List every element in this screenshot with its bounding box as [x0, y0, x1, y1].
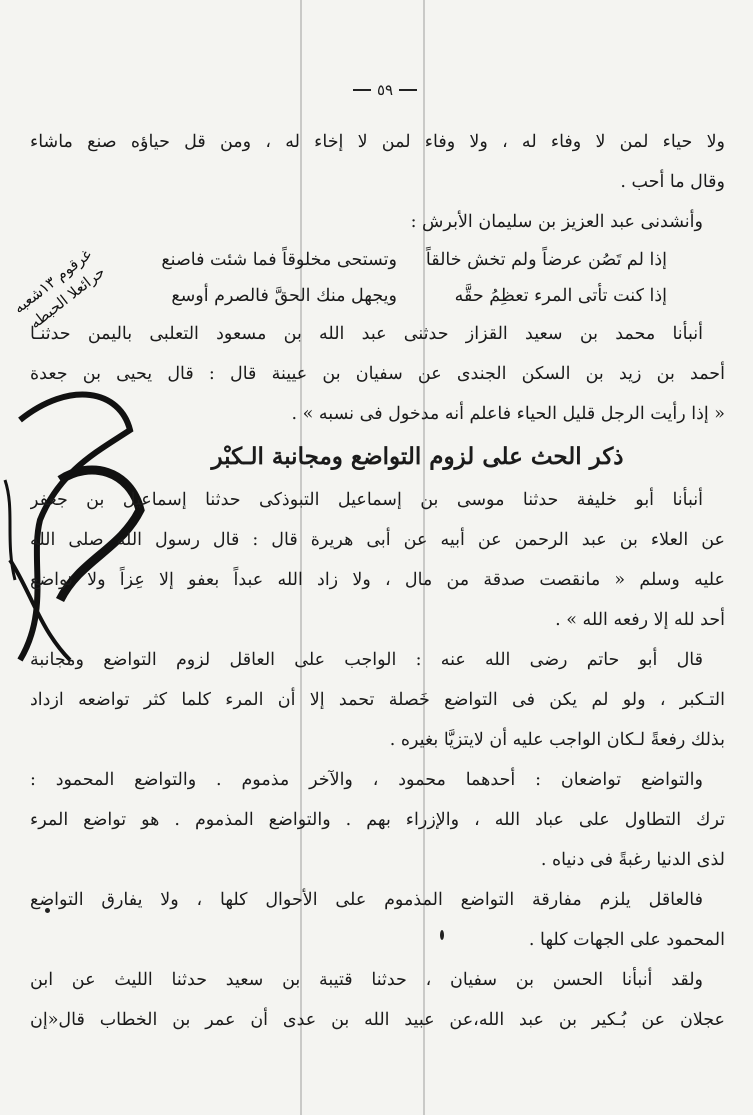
poem-verse: [30, 278, 725, 314]
poem-hemistich: ويجهل منك الحقَّ فالصرم أوسع: [171, 286, 397, 306]
text-line: فالعاقل يلزم مفارقة التواضع المذموم على الأحوال كلها ، ولا يفارق التواضع: [30, 890, 703, 910]
text-line: التـكبر ، ولو لم يكن فى التواضع خَصلة تحمد إلا أن المرء كلما كثر تواضعه ازداد: [30, 690, 725, 710]
section-heading: ذكر الحث على لزوم التواضع ومجانبة الـكبْر: [211, 443, 624, 470]
text-line: بذلك رفعةً لـكان الواجب عليه أن لايتزيَّا بغيره .: [389, 730, 725, 750]
page-text: [30, 122, 725, 1040]
text-line: عن العلاء بن عبد الرحمن عن أبيه عن أبى هريرة قال : قال رسول الله صلى الله: [30, 530, 725, 550]
text-line: « إذا رأيت الرجل قليل الحياء فاعلم أنه مدخول فى نسبه » .: [291, 404, 725, 424]
text-line: ترك التطاول على عباد الله ، والإزراء بهم . والتواضع المذموم . هو تواضع المرء: [30, 810, 725, 830]
text-line: لذى الدنيا رغبةً فى دنياه .: [540, 850, 725, 870]
text-line: المحمود على الجهات كلها .: [528, 930, 725, 950]
text-line: أحد لله إلا رفعه الله » .: [555, 610, 725, 630]
text-line: أنبأنا محمد بن سعيد القزاز حدثنى عبد الله بن مسعود التعلبى باليمن حدثنـا: [30, 324, 703, 344]
poem-hemistich: وتستحى مخلوقاً فما شئت فاصنع: [161, 250, 397, 270]
text-line: والتواضع تواضعان : أحدهما محمود ، والآخر مذموم . والتواضع المحمود :: [30, 770, 703, 790]
poem-verse: [30, 242, 725, 278]
text-line: قال أبو حاتم رضى الله عنه : الواجب على العاقل لزوم التواضع ومجانبة: [30, 650, 703, 670]
poem-hemistich: إذا لم تَصُن عرضاً ولم تخش خالقاً: [425, 250, 667, 270]
text-line: ولا حياء لمن لا وفاء له ، ولا وفاء لمن لا إخاء له ، ومن قل حياؤه صنع ماشاء: [30, 132, 725, 152]
page-header: [330, 80, 440, 100]
header-dash: [353, 89, 371, 91]
text-line: ولقد أنبأنا الحسن بن سفيان ، حدثنا قتيبة بن سعيد حدثنا الليث عن ابن: [30, 970, 703, 990]
text-line: وقال ما أحب .: [620, 172, 725, 192]
page-number: ٥٩: [376, 81, 394, 99]
text-line: أحمد بن زيد بن السكن الجندى عن سفيان بن عيينة قال : قال يحيى بن جعدة: [30, 364, 725, 384]
text-line: عليه وسلم « مانقصت صدقة من مال ، ولا زاد الله عبداً بعفو إلا عِزاً ولا تواضع: [30, 570, 725, 590]
handwritten-margin-note: غرقوم ١٣شعبه حرائعلا الحبطه: [9, 245, 109, 333]
text-line: أنبأنا أبو خليفة حدثنا موسى بن إسماعيل التبوذكى حدثنا إسماعيل بن جعفر: [30, 490, 703, 510]
poem-hemistich: إذا كنت تأتى المرء تعظِمُ حقَّه: [454, 286, 667, 306]
text-line: وأنشدنى عبد العزيز بن سليمان الأبرش :: [410, 212, 703, 232]
text-line: عجلان عن بُـكير بن عبد الله،عن عبيد الله بن عدى أن عمر بن الخطاب قال«إن: [30, 1010, 725, 1030]
header-dash: [399, 89, 417, 91]
